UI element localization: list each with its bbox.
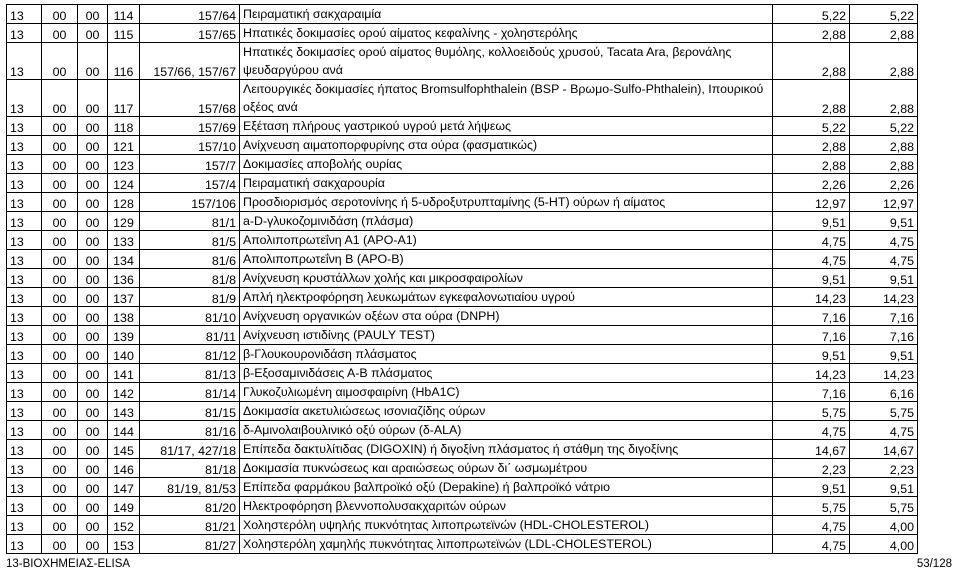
cell-item-number: 114 bbox=[108, 5, 140, 24]
cell-item-number: 118 bbox=[108, 117, 140, 136]
cell-subgroup-1: 00 bbox=[42, 136, 78, 155]
cell-item-number: 137 bbox=[108, 288, 140, 307]
cell-subgroup-2: 00 bbox=[78, 307, 108, 326]
cell-group: 13 bbox=[7, 117, 42, 136]
cell-item-number: 133 bbox=[108, 231, 140, 250]
cell-code: 81/20 bbox=[140, 497, 240, 516]
cell-item-number: 143 bbox=[108, 402, 140, 421]
table-body bbox=[7, 5, 918, 554]
cell-price-1: 7,16 bbox=[773, 383, 850, 402]
cell-subgroup-1: 00 bbox=[42, 364, 78, 383]
table-row bbox=[7, 421, 918, 440]
cell-subgroup-1: 00 bbox=[42, 5, 78, 24]
cell-code: 157/10 bbox=[140, 136, 240, 155]
cell-subgroup-2: 00 bbox=[78, 364, 108, 383]
cell-price-1: 12,97 bbox=[773, 193, 850, 212]
cell-subgroup-1: 00 bbox=[42, 155, 78, 174]
cell-price-1: 14,23 bbox=[773, 364, 850, 383]
cell-group: 13 bbox=[7, 250, 42, 269]
cell-code: 81/11 bbox=[140, 326, 240, 345]
table-row bbox=[7, 80, 918, 117]
cell-code: 81/1 bbox=[140, 212, 240, 231]
table-row bbox=[7, 250, 918, 269]
cell-description: Απολιποπρωτεΐνη Β (APO-B) bbox=[240, 250, 773, 269]
cell-group: 13 bbox=[7, 516, 42, 535]
cell-description: Πειραματική σακχαρουρία bbox=[240, 174, 773, 193]
cell-description: Δοκιμασία πυκνώσεως και αραιώσεως ούρων δι΄ ωσμωμέτρου bbox=[240, 459, 773, 478]
cell-price-1: 5,75 bbox=[773, 497, 850, 516]
table-row bbox=[7, 136, 918, 155]
cell-description: Πειραματική σακχαραιμία bbox=[240, 5, 773, 24]
cell-code: 81/16 bbox=[140, 421, 240, 440]
cell-item-number: 129 bbox=[108, 212, 140, 231]
cell-code: 81/13 bbox=[140, 364, 240, 383]
table-row bbox=[7, 288, 918, 307]
cell-price-2: 5,75 bbox=[850, 402, 918, 421]
cell-item-number: 144 bbox=[108, 421, 140, 440]
cell-price-2: 7,16 bbox=[850, 307, 918, 326]
cell-subgroup-2: 00 bbox=[78, 24, 108, 43]
cell-price-1: 4,75 bbox=[773, 535, 850, 554]
cell-description: Απλή ηλεκτροφόρηση λευκωμάτων εγκεφαλονωτιαίου υγρού bbox=[240, 288, 773, 307]
cell-code: 81/17, 427/18 bbox=[140, 440, 240, 459]
cell-subgroup-2: 00 bbox=[78, 345, 108, 364]
cell-price-2: 9,51 bbox=[850, 478, 918, 497]
cell-price-1: 9,51 bbox=[773, 212, 850, 231]
cell-subgroup-2: 00 bbox=[78, 250, 108, 269]
cell-group: 13 bbox=[7, 307, 42, 326]
cell-group: 13 bbox=[7, 440, 42, 459]
cell-description: Εξέταση πλήρους γαστρικού υγρού μετά λήψεως bbox=[240, 117, 773, 136]
cell-code: 157/65 bbox=[140, 24, 240, 43]
cell-subgroup-2: 00 bbox=[78, 478, 108, 497]
table-row bbox=[7, 269, 918, 288]
cell-code: 81/18 bbox=[140, 459, 240, 478]
cell-subgroup-1: 00 bbox=[42, 250, 78, 269]
cell-description: δ-Αμινολαιβουλινικό οξύ ούρων (δ-ALA) bbox=[240, 421, 773, 440]
cell-subgroup-2: 00 bbox=[78, 193, 108, 212]
cell-code: 81/6 bbox=[140, 250, 240, 269]
cell-subgroup-2: 00 bbox=[78, 5, 108, 24]
cell-description: Απολιποπρωτεΐνη Α1 (APO-A1) bbox=[240, 231, 773, 250]
cell-price-2: 9,51 bbox=[850, 345, 918, 364]
cell-description: Ανίχνευση οργανικών οξέων στα ούρα (DNPH) bbox=[240, 307, 773, 326]
cell-subgroup-1: 00 bbox=[42, 174, 78, 193]
cell-subgroup-2: 00 bbox=[78, 155, 108, 174]
table-row bbox=[7, 497, 918, 516]
cell-description: Ηλεκτροφόρηση βλεννοπολυσακχαριτών ούρων bbox=[240, 497, 773, 516]
cell-price-2: 7,16 bbox=[850, 326, 918, 345]
cell-code: 157/64 bbox=[140, 5, 240, 24]
cell-price-2: 4,75 bbox=[850, 421, 918, 440]
cell-subgroup-1: 00 bbox=[42, 307, 78, 326]
cell-code: 81/12 bbox=[140, 345, 240, 364]
cell-code: 81/21 bbox=[140, 516, 240, 535]
cell-subgroup-2: 00 bbox=[78, 43, 108, 80]
cell-price-1: 5,22 bbox=[773, 117, 850, 136]
cell-price-1: 4,75 bbox=[773, 516, 850, 535]
cell-group: 13 bbox=[7, 5, 42, 24]
cell-price-1: 2,88 bbox=[773, 155, 850, 174]
cell-price-2: 2,26 bbox=[850, 174, 918, 193]
cell-subgroup-1: 00 bbox=[42, 345, 78, 364]
cell-price-2: 14,23 bbox=[850, 364, 918, 383]
cell-item-number: 146 bbox=[108, 459, 140, 478]
cell-subgroup-1: 00 bbox=[42, 478, 78, 497]
cell-price-1: 9,51 bbox=[773, 478, 850, 497]
cell-subgroup-1: 00 bbox=[42, 24, 78, 43]
cell-group: 13 bbox=[7, 269, 42, 288]
cell-description: Λειτουργικές δοκιμασίες ήπατος Bromsulfophthalein (BSP - Βρωμο-Sulfo-Phthalein), Ιπουρικού οξέος ανά bbox=[240, 80, 773, 117]
cell-group: 13 bbox=[7, 174, 42, 193]
cell-subgroup-2: 00 bbox=[78, 174, 108, 193]
cell-price-1: 2,26 bbox=[773, 174, 850, 193]
cell-group: 13 bbox=[7, 80, 42, 117]
cell-item-number: 152 bbox=[108, 516, 140, 535]
cell-description: a-D-γλυκοζομινιδάση (πλάσμα) bbox=[240, 212, 773, 231]
cell-code: 81/5 bbox=[140, 231, 240, 250]
cell-code: 81/27 bbox=[140, 535, 240, 554]
cell-subgroup-2: 00 bbox=[78, 326, 108, 345]
cell-group: 13 bbox=[7, 193, 42, 212]
cell-group: 13 bbox=[7, 497, 42, 516]
cell-code: 81/15 bbox=[140, 402, 240, 421]
cell-description: β-Εξοσαμινιδάσεις Α-Β πλάσματος bbox=[240, 364, 773, 383]
cell-group: 13 bbox=[7, 212, 42, 231]
cell-price-2: 2,88 bbox=[850, 155, 918, 174]
table-row bbox=[7, 383, 918, 402]
cell-description: Χοληστερόλη χαμηλής πυκνότητας λιποπρωτεϊνών (LDL-CHOLESTEROL) bbox=[240, 535, 773, 554]
cell-price-1: 2,88 bbox=[773, 24, 850, 43]
table-row bbox=[7, 155, 918, 174]
cell-subgroup-2: 00 bbox=[78, 516, 108, 535]
cell-subgroup-1: 00 bbox=[42, 516, 78, 535]
cell-description: Ανίχνευση ιστιδίνης (PAULY TEST) bbox=[240, 326, 773, 345]
cell-description: β-Γλουκουρονιδάση πλάσματος bbox=[240, 345, 773, 364]
cell-subgroup-2: 00 bbox=[78, 80, 108, 117]
cell-group: 13 bbox=[7, 459, 42, 478]
cell-subgroup-2: 00 bbox=[78, 212, 108, 231]
cell-item-number: 124 bbox=[108, 174, 140, 193]
footer-section-label: 13-ΒΙΟΧΗΜΕΙΑΣ-ELISA bbox=[6, 558, 131, 570]
cell-code: 157/66, 157/67 bbox=[140, 43, 240, 80]
cell-description: Επίπεδα δακτυλίτιδας (DIGOXIN) ή διγοξίνη πλάσματος ή στάθμη της διγοξίνης bbox=[240, 440, 773, 459]
cell-item-number: 140 bbox=[108, 345, 140, 364]
table-row bbox=[7, 231, 918, 250]
cell-code: 81/9 bbox=[140, 288, 240, 307]
cell-subgroup-1: 00 bbox=[42, 459, 78, 478]
cell-price-2: 4,75 bbox=[850, 250, 918, 269]
cell-subgroup-2: 00 bbox=[78, 535, 108, 554]
cell-subgroup-1: 00 bbox=[42, 497, 78, 516]
cell-subgroup-2: 00 bbox=[78, 402, 108, 421]
cell-price-2: 4,00 bbox=[850, 535, 918, 554]
cell-group: 13 bbox=[7, 535, 42, 554]
cell-subgroup-2: 00 bbox=[78, 269, 108, 288]
cell-group: 13 bbox=[7, 24, 42, 43]
table-row bbox=[7, 307, 918, 326]
table-row bbox=[7, 478, 918, 497]
cell-subgroup-1: 00 bbox=[42, 326, 78, 345]
cell-price-1: 9,51 bbox=[773, 269, 850, 288]
cell-description: Δοκιμασίες αποβολής ουρίας bbox=[240, 155, 773, 174]
cell-item-number: 138 bbox=[108, 307, 140, 326]
cell-group: 13 bbox=[7, 155, 42, 174]
cell-item-number: 149 bbox=[108, 497, 140, 516]
table-row bbox=[7, 402, 918, 421]
cell-code: 81/19, 81/53 bbox=[140, 478, 240, 497]
cell-price-2: 5,75 bbox=[850, 497, 918, 516]
cell-price-2: 2,23 bbox=[850, 459, 918, 478]
table-row bbox=[7, 174, 918, 193]
cell-price-2: 14,23 bbox=[850, 288, 918, 307]
cell-price-1: 4,75 bbox=[773, 231, 850, 250]
cell-subgroup-1: 00 bbox=[42, 80, 78, 117]
cell-description: Ανίχνευση αιματοπορφυρίνης στα ούρα (φασματικώς) bbox=[240, 136, 773, 155]
cell-group: 13 bbox=[7, 345, 42, 364]
cell-subgroup-1: 00 bbox=[42, 231, 78, 250]
cell-price-2: 2,88 bbox=[850, 80, 918, 117]
cell-price-1: 5,22 bbox=[773, 5, 850, 24]
cell-price-2: 5,22 bbox=[850, 117, 918, 136]
cell-subgroup-1: 00 bbox=[42, 193, 78, 212]
cell-subgroup-2: 00 bbox=[78, 117, 108, 136]
cell-item-number: 116 bbox=[108, 43, 140, 80]
cell-price-1: 2,88 bbox=[773, 80, 850, 117]
cell-group: 13 bbox=[7, 478, 42, 497]
cell-item-number: 145 bbox=[108, 440, 140, 459]
cell-group: 13 bbox=[7, 402, 42, 421]
cell-description: Ανίχνευση κρυστάλλων χολής και μικροσφαιρολίων bbox=[240, 269, 773, 288]
cell-subgroup-1: 00 bbox=[42, 402, 78, 421]
cell-item-number: 134 bbox=[108, 250, 140, 269]
table-row bbox=[7, 459, 918, 478]
cell-subgroup-1: 00 bbox=[42, 535, 78, 554]
table-row bbox=[7, 326, 918, 345]
cell-description: Χοληστερόλη υψηλής πυκνότητας λιποπρωτεϊνών (HDL-CHOLESTEROL) bbox=[240, 516, 773, 535]
cell-item-number: 147 bbox=[108, 478, 140, 497]
cell-price-1: 5,75 bbox=[773, 402, 850, 421]
cell-price-2: 2,88 bbox=[850, 43, 918, 80]
cell-subgroup-2: 00 bbox=[78, 231, 108, 250]
cell-code: 81/10 bbox=[140, 307, 240, 326]
table-row bbox=[7, 345, 918, 364]
cell-group: 13 bbox=[7, 288, 42, 307]
fee-table bbox=[6, 4, 918, 554]
cell-price-2: 5,22 bbox=[850, 5, 918, 24]
cell-price-1: 2,88 bbox=[773, 136, 850, 155]
table-row bbox=[7, 516, 918, 535]
cell-price-2: 2,88 bbox=[850, 136, 918, 155]
cell-price-1: 2,88 bbox=[773, 43, 850, 80]
cell-code: 81/14 bbox=[140, 383, 240, 402]
cell-item-number: 121 bbox=[108, 136, 140, 155]
cell-item-number: 117 bbox=[108, 80, 140, 117]
cell-group: 13 bbox=[7, 383, 42, 402]
cell-item-number: 142 bbox=[108, 383, 140, 402]
table-row bbox=[7, 24, 918, 43]
cell-group: 13 bbox=[7, 136, 42, 155]
cell-code: 157/68 bbox=[140, 80, 240, 117]
cell-subgroup-2: 00 bbox=[78, 459, 108, 478]
cell-item-number: 141 bbox=[108, 364, 140, 383]
cell-description: Προσδιορισμός σεροτονίνης ή 5-υδροξυτρυπταμίνης (5-HT) ούρων ή αίματος bbox=[240, 193, 773, 212]
table-row bbox=[7, 535, 918, 554]
cell-price-1: 2,23 bbox=[773, 459, 850, 478]
cell-code: 157/7 bbox=[140, 155, 240, 174]
cell-price-2: 4,00 bbox=[850, 516, 918, 535]
cell-description: Δοκιμασία ακετυλιώσεως ισονιαζίδης ούρων bbox=[240, 402, 773, 421]
table-row bbox=[7, 212, 918, 231]
cell-price-2: 12,97 bbox=[850, 193, 918, 212]
cell-price-1: 14,67 bbox=[773, 440, 850, 459]
cell-price-1: 14,23 bbox=[773, 288, 850, 307]
cell-group: 13 bbox=[7, 231, 42, 250]
cell-item-number: 123 bbox=[108, 155, 140, 174]
table-row bbox=[7, 43, 918, 80]
cell-code: 157/4 bbox=[140, 174, 240, 193]
cell-price-2: 4,75 bbox=[850, 231, 918, 250]
cell-price-1: 7,16 bbox=[773, 307, 850, 326]
table-row bbox=[7, 440, 918, 459]
cell-subgroup-2: 00 bbox=[78, 497, 108, 516]
cell-subgroup-1: 00 bbox=[42, 212, 78, 231]
cell-price-2: 6,16 bbox=[850, 383, 918, 402]
cell-price-1: 4,75 bbox=[773, 250, 850, 269]
cell-subgroup-1: 00 bbox=[42, 269, 78, 288]
cell-item-number: 128 bbox=[108, 193, 140, 212]
cell-price-2: 14,67 bbox=[850, 440, 918, 459]
cell-subgroup-2: 00 bbox=[78, 383, 108, 402]
table-row bbox=[7, 364, 918, 383]
cell-price-2: 9,51 bbox=[850, 212, 918, 231]
cell-code: 157/69 bbox=[140, 117, 240, 136]
cell-description: Ηπατικές δοκιμασίες ορού αίματος θυμόλης, κολλοειδούς χρυσού, Tacata Ara, βερονάλης ψευδαργύρου ανά bbox=[240, 43, 773, 80]
cell-subgroup-2: 00 bbox=[78, 440, 108, 459]
cell-subgroup-1: 00 bbox=[42, 440, 78, 459]
cell-code: 81/8 bbox=[140, 269, 240, 288]
cell-description: Ηπατικές δοκιμασίες ορού αίματος κεφαλίνης - χοληστερόλης bbox=[240, 24, 773, 43]
cell-subgroup-2: 00 bbox=[78, 421, 108, 440]
cell-item-number: 153 bbox=[108, 535, 140, 554]
cell-code: 157/106 bbox=[140, 193, 240, 212]
cell-price-1: 4,75 bbox=[773, 421, 850, 440]
cell-item-number: 136 bbox=[108, 269, 140, 288]
table-row bbox=[7, 193, 918, 212]
cell-price-2: 9,51 bbox=[850, 269, 918, 288]
cell-group: 13 bbox=[7, 326, 42, 345]
cell-group: 13 bbox=[7, 421, 42, 440]
cell-subgroup-1: 00 bbox=[42, 117, 78, 136]
cell-group: 13 bbox=[7, 43, 42, 80]
cell-subgroup-1: 00 bbox=[42, 383, 78, 402]
cell-subgroup-2: 00 bbox=[78, 136, 108, 155]
cell-subgroup-1: 00 bbox=[42, 288, 78, 307]
table-row bbox=[7, 117, 918, 136]
cell-item-number: 115 bbox=[108, 24, 140, 43]
cell-description: Επίπεδα φαρμάκου βαλπροϊκό οξύ (Depakine) ή βαλπροϊκό νάτριο bbox=[240, 478, 773, 497]
cell-price-2: 2,88 bbox=[850, 24, 918, 43]
cell-item-number: 139 bbox=[108, 326, 140, 345]
cell-price-1: 9,51 bbox=[773, 345, 850, 364]
table-row bbox=[7, 5, 918, 24]
footer-page-number: 53/128 bbox=[916, 558, 952, 570]
cell-description: Γλυκοζυλιωμένη αιμοσφαιρίνη (HbA1C) bbox=[240, 383, 773, 402]
cell-subgroup-2: 00 bbox=[78, 288, 108, 307]
cell-price-1: 7,16 bbox=[773, 326, 850, 345]
cell-subgroup-1: 00 bbox=[42, 421, 78, 440]
cell-group: 13 bbox=[7, 364, 42, 383]
cell-subgroup-1: 00 bbox=[42, 43, 78, 80]
